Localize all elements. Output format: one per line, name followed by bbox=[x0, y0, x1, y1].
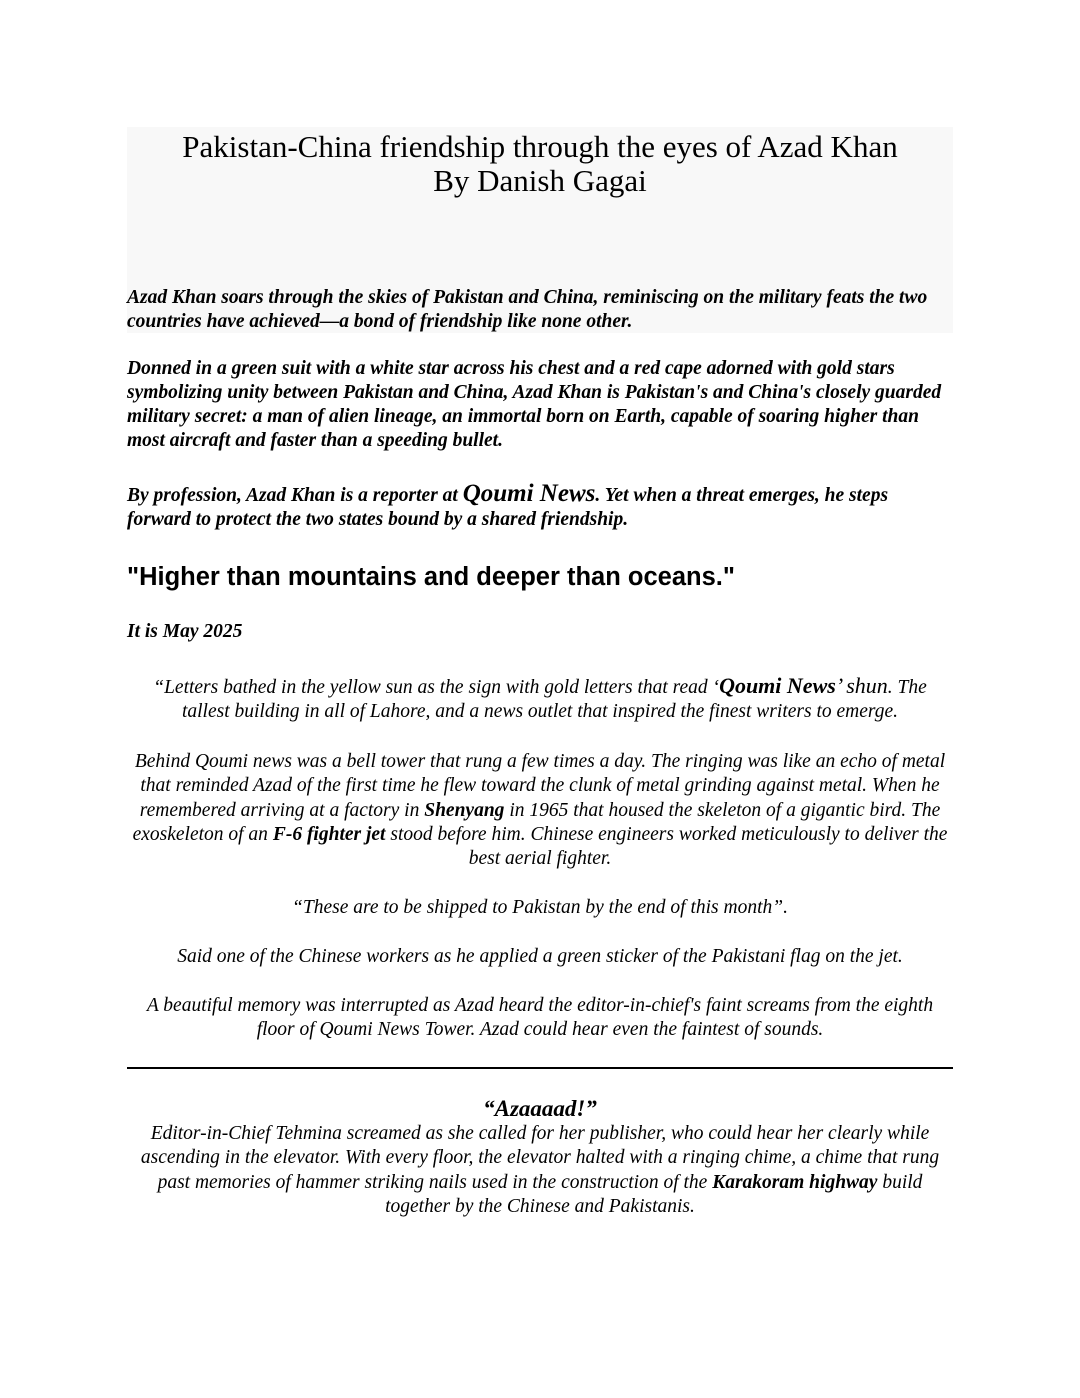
title-line: Pakistan-China friendship through the eyes of Azad Khan bbox=[182, 129, 898, 164]
document-title bbox=[127, 130, 953, 198]
story-text-rest: . The tallest building in all of Lahore, and a news outlet that inspired the finest writers to emerge. bbox=[181, 677, 927, 723]
horizontal-divider bbox=[127, 1067, 953, 1069]
byline: By Danish Gagai bbox=[433, 163, 647, 198]
section-heading: "Higher than mountains and deeper than oceans." bbox=[127, 563, 735, 591]
sign-name: Qoumi News bbox=[719, 673, 836, 698]
scene-paragraph bbox=[127, 1122, 953, 1219]
outlet-name: Qoumi News bbox=[462, 480, 596, 507]
dateline: It is May 2025 bbox=[127, 621, 243, 642]
quote-paragraph: “These are to be shipped to Pakistan by the end of this month”. bbox=[292, 897, 788, 918]
exclamation: “Azaaaad!” bbox=[483, 1096, 597, 1121]
story-text: “Letters bathed in the yellow sun as the sign with gold letters that read ‘ bbox=[153, 677, 720, 698]
story-paragraph bbox=[127, 750, 953, 871]
title-block bbox=[127, 127, 953, 333]
profession-paragraph bbox=[127, 482, 953, 532]
profession-text-after: . Yet when a threat emerges, he steps forward to protect the two states bound by a shared friendship. bbox=[127, 485, 889, 530]
highway-name: Karakoram highway bbox=[712, 1171, 878, 1193]
story-paragraph: Said one of the Chinese workers as he applied a green sticker of the Pakistani flag on the jet. bbox=[177, 946, 903, 967]
intro-paragraph: Donned in a green suit with a white star across his chest and a red cape adorned with gold stars symbolizing unity between Pakistan and China, Azad Khan is Pakistan's and China's closely guarded military secret: a man of alien lineage, an immortal born on Earth, capable of soaring higher than most aircraft and faster than a speeding bullet. bbox=[127, 358, 942, 451]
scene-text: Editor-in-Chief Tehmina screamed as she called for her publisher, who could hear her clearly while ascending in the elevator. With every floor, the elevator halted with a ringing chime, a chime that rung past memories of hammer striking nails used in the construction of the bbox=[140, 1123, 940, 1193]
city-name: Shenyang bbox=[424, 799, 505, 821]
story-text: Behind Qoumi news was a bell tower that rung a few times a day. The ringing was like an echo of metal that reminded Azad of the first time he flew toward the clunk of metal grinding against metal. When he remembered arriving at a factory in bbox=[134, 751, 946, 821]
story-text: in 1965 that housed the skeleton of a gigantic bird. The exoskeleton of an bbox=[132, 799, 941, 845]
profession-text: By profession, Azad Khan is a reporter at bbox=[127, 485, 463, 506]
lede-paragraph: Azad Khan soars through the skies of Pakistan and China, reminiscing on the military feats the two countries have achieved—a bond of friendship like none other. bbox=[127, 287, 928, 332]
story-paragraph: A beautiful memory was interrupted as Azad heard the editor-in-chief's faint screams from the eighth floor of Qoumi News Tower. Azad could hear even the faintest of sounds. bbox=[146, 995, 934, 1041]
story-text: stood before him. Chinese engineers worked meticulously to deliver the best aerial fighter. bbox=[385, 823, 948, 870]
story-paragraph bbox=[127, 674, 953, 725]
sign-suffix: ’ shun bbox=[835, 673, 888, 698]
jet-name: F-6 fighter jet bbox=[272, 823, 386, 845]
scene-text-after: build together by the Chinese and Pakistanis. bbox=[385, 1171, 923, 1217]
